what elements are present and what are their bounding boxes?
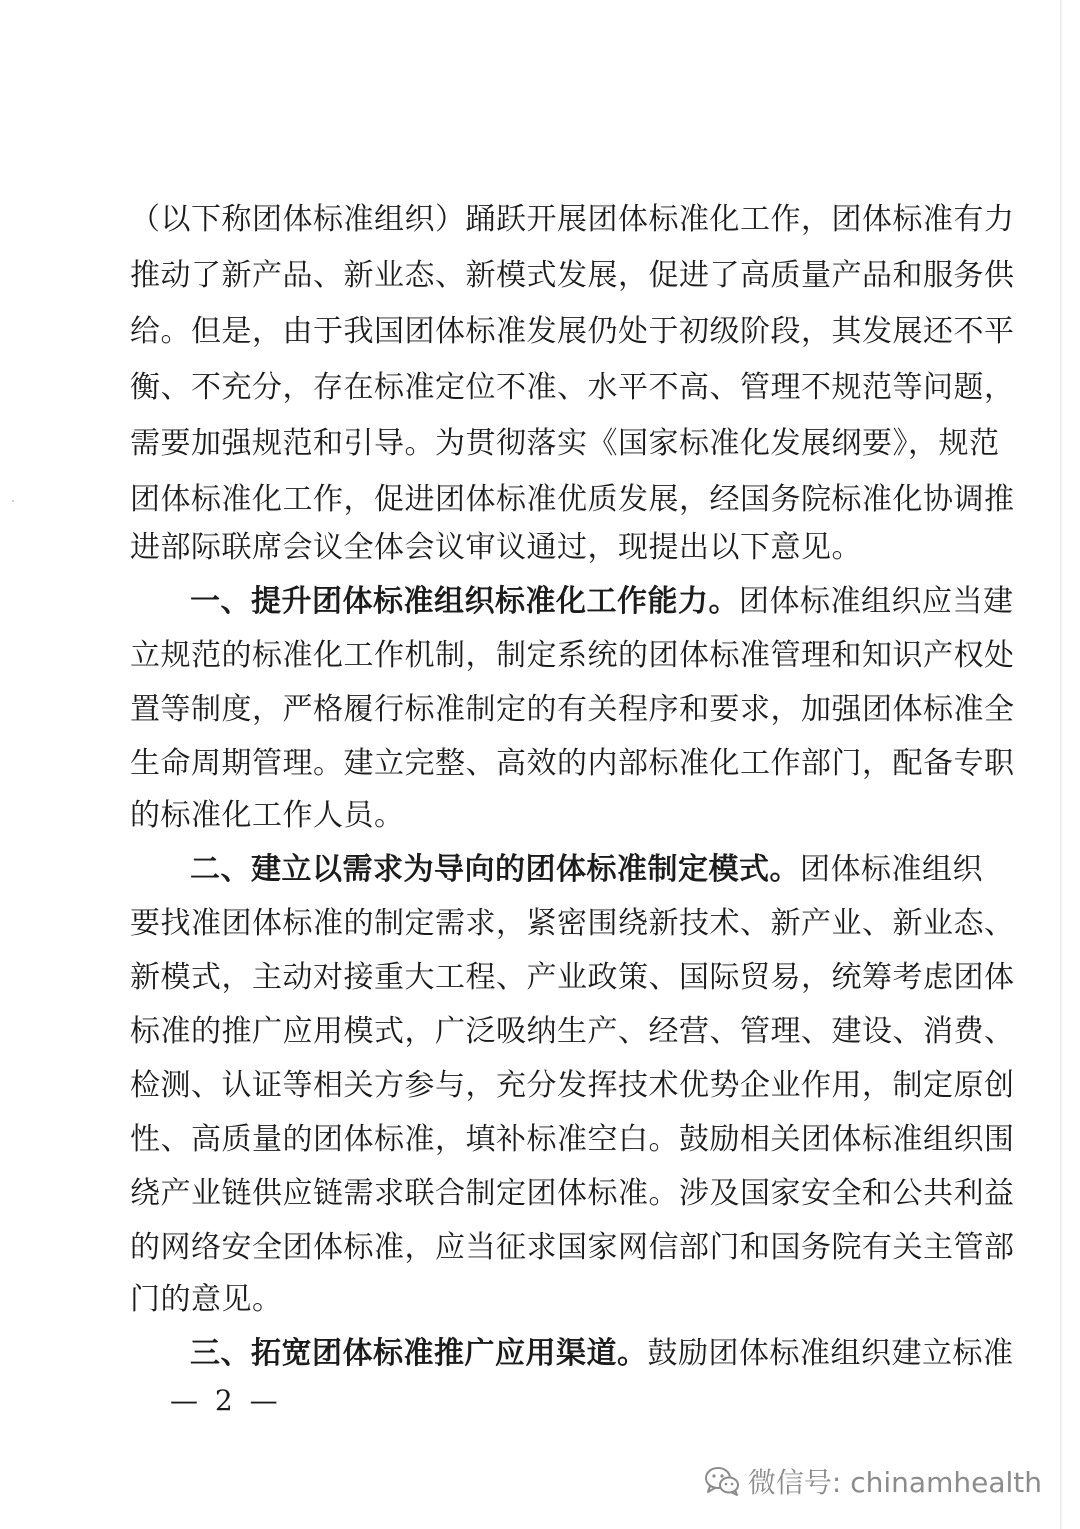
text-line: 生命周期管理。建立完整、高效的内部标准化工作部门，配备专职	[130, 746, 1015, 781]
text-line: 需要加强规范和引导。为贯彻落实《国家标准化发展纲要》，规范	[130, 426, 1000, 461]
text-line: 绕产业链供应链需求联合制定团体标准。涉及国家安全和公共利益	[130, 1176, 1015, 1211]
section-2-heading: 二、建立以需求为导向的团体标准制定模式。	[190, 852, 800, 887]
section-2-first-line	[130, 850, 983, 890]
text-line: 衡、不充分，存在标准定位不准、水平不高、管理不规范等问题，	[130, 370, 1015, 405]
section-3-heading: 三、拓宽团体标准推广应用渠道。	[190, 1336, 648, 1371]
text-line: 团体标准化工作，促进团体标准优质发展，经国务院标准化协调推	[130, 482, 1015, 517]
section-1-heading: 一、提升团体标准组织标准化工作能力。	[190, 584, 739, 619]
text-line: 门的意见。	[130, 1282, 283, 1317]
text-line: 给。但是，由于我国团体标准发展仍处于初级阶段，其发展还不平	[130, 314, 1015, 349]
text-line: 检测、认证等相关方参与，充分发挥技术优势企业作用，制定原创	[130, 1068, 1015, 1103]
page-number: — 2 —	[170, 1384, 282, 1417]
text-line: （以下称团体标准组织）踊跃开展团体标准化工作，团体标准有力	[130, 202, 1015, 237]
watermark-text: 微信号: chinamhealth	[747, 1466, 1042, 1499]
text-line: 的网络安全团体标准，应当征求国家网信部门和国务院有关主管部	[130, 1230, 1015, 1265]
section-3-first-line-text: 鼓励团体标准组织建立标准	[647, 1336, 1014, 1371]
text-line: 进部际联席会议全体会议审议通过，现提出以下意见。	[130, 530, 862, 565]
scan-speck	[12, 500, 14, 502]
text-line: 标准的推广应用模式，广泛吸纳生产、经营、管理、建设、消费、	[130, 1014, 1015, 1049]
text-line: 立规范的标准化工作机制，制定系统的团体标准管理和知识产权处	[130, 638, 1015, 673]
text-line: 性、高质量的团体标准，填补标准空白。鼓励相关团体标准组织围	[130, 1122, 1015, 1157]
section-1-first-line	[130, 582, 1014, 622]
section-3-first-line	[130, 1334, 1014, 1374]
section-1-first-line-text: 团体标准组织应当建	[739, 584, 1014, 619]
text-line: 要找准团体标准的制定需求，紧密围绕新技术、新产业、新业态、	[130, 906, 1015, 941]
page-edge	[1060, 0, 1062, 1529]
text-line: 新模式，主动对接重大工程、产业政策、国际贸易，统筹考虑团体	[130, 960, 1015, 995]
wechat-icon	[704, 1465, 740, 1497]
text-line: 推动了新产品、新业态、新模式发展，促进了高质量产品和服务供	[130, 258, 1015, 293]
text-line: 的标准化工作人员。	[130, 798, 405, 833]
watermark	[704, 1461, 1042, 1501]
text-line: 置等制度，严格履行标准制定的有关程序和要求，加强团体标准全	[130, 692, 1015, 727]
section-2-first-line-text: 团体标准组织	[800, 852, 983, 887]
